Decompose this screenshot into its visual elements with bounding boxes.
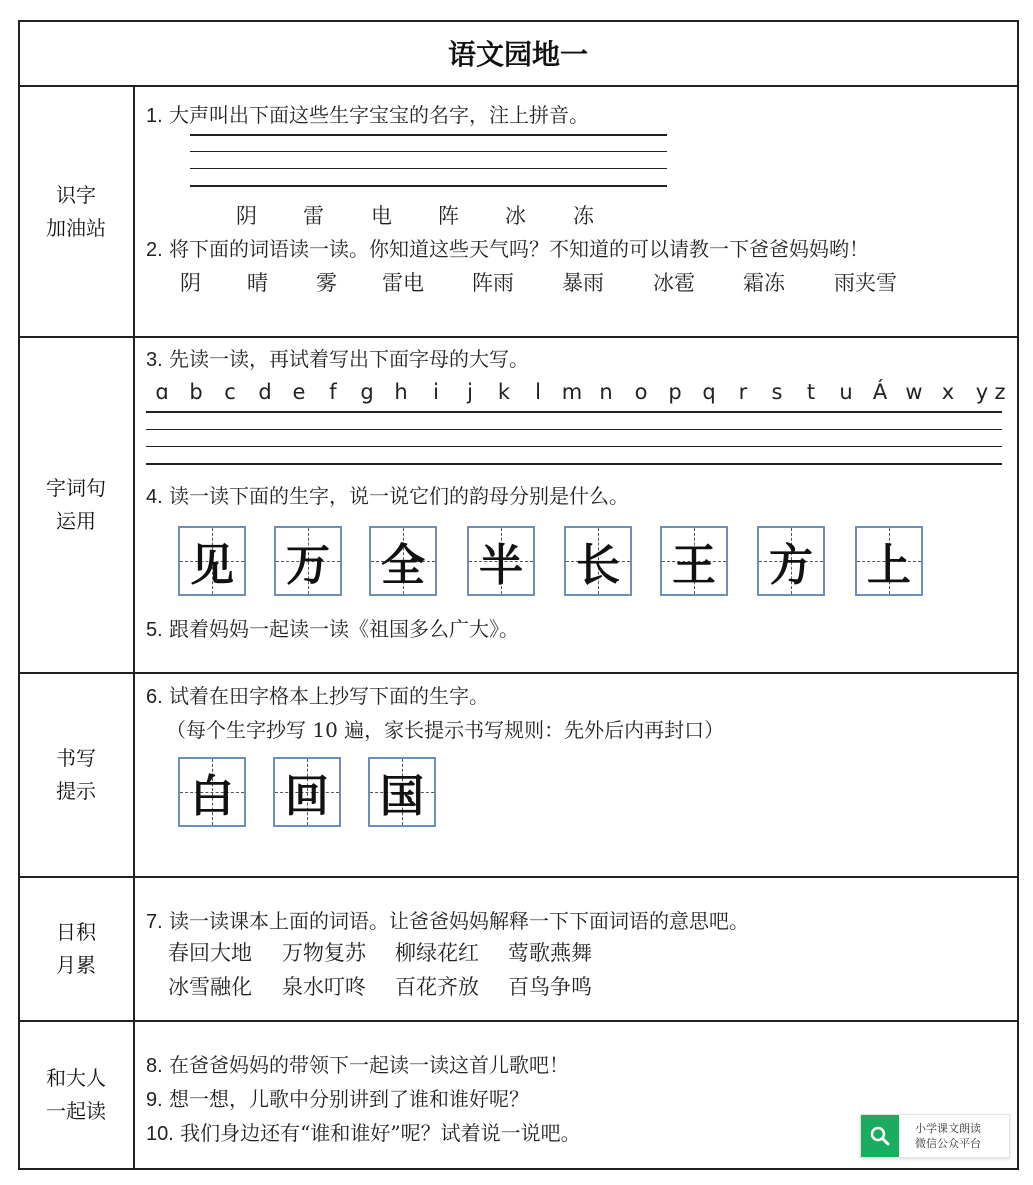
writing-line (146, 446, 1002, 447)
pinyin-line (190, 168, 667, 169)
label-line: 字词句 (46, 476, 106, 500)
tian-box (178, 757, 246, 827)
label-line: 和大人 (46, 1066, 106, 1090)
word: 冰雹 (653, 271, 695, 295)
row-divider (18, 672, 1019, 674)
q7-words-row-1 (0, 937, 1000, 963)
tian-box (369, 526, 437, 596)
tian-box (273, 757, 341, 827)
writing-line (146, 463, 1002, 465)
letter: n (599, 380, 613, 404)
word: 雷电 (382, 271, 424, 295)
grid-char: 上 (867, 540, 911, 591)
label-line: 运用 (56, 509, 96, 533)
tian-box (757, 526, 825, 596)
page-title: 语文园地一 (447, 38, 588, 71)
idiom: 泉水叮咚 (282, 975, 366, 999)
tian-box (368, 757, 436, 827)
table-border-bottom (18, 1168, 1019, 1170)
letter: c (224, 380, 236, 404)
q2-words (0, 267, 1000, 293)
word: 阵雨 (472, 271, 514, 295)
idiom: 百花齐放 (395, 975, 479, 999)
search-icon (861, 1115, 899, 1157)
idiom: 万物复苏 (282, 941, 366, 965)
grid-char: 王 (672, 540, 716, 591)
letter: i (433, 380, 439, 404)
q1-chars (0, 200, 1000, 226)
word: 暴雨 (562, 271, 604, 295)
row-divider (18, 336, 1019, 338)
tian-box (855, 526, 923, 596)
label-line: 提示 (56, 779, 96, 803)
char: 雷 (303, 204, 324, 228)
idiom: 莺歌燕舞 (508, 941, 592, 965)
question-8: 8. 在爸爸妈妈的带领下一起读一读这首儿歌吧！ (146, 1053, 570, 1077)
grid-char: 半 (479, 540, 523, 591)
letter: k (497, 380, 511, 404)
writing-line (146, 429, 1002, 430)
question-10: 10. 我们身边还有“谁和谁好”呢？试着说一说吧。 (146, 1121, 581, 1145)
idiom: 春回大地 (168, 941, 252, 965)
word: 阴 (180, 271, 201, 295)
letter: e (292, 380, 306, 404)
word: 霜冻 (743, 271, 785, 295)
tian-box (564, 526, 632, 596)
letter: y (975, 380, 989, 404)
idiom: 柳绿花红 (395, 941, 479, 965)
row-divider (18, 876, 1019, 878)
letter: u (839, 380, 853, 404)
letter: l (535, 380, 541, 404)
watermark-line: 微信公众平台 (915, 1137, 981, 1150)
q7-words-row-2 (0, 971, 1000, 997)
char: 阵 (438, 204, 459, 228)
label-line: 加油站 (46, 215, 106, 240)
question-9: 9. 想一想，儿歌中分别讲到了谁和谁好呢？ (146, 1087, 530, 1111)
row-divider (18, 1020, 1019, 1022)
letter: b (189, 380, 203, 404)
letter: o (634, 380, 648, 404)
table-border-right (1017, 20, 1019, 1170)
pinyin-line (190, 134, 667, 136)
section-label-writing-tips (18, 674, 134, 876)
tian-box (178, 526, 246, 596)
tian-box (274, 526, 342, 596)
section-label-read-together (18, 1022, 134, 1168)
grid-char: 长 (576, 540, 620, 591)
label-line: 月累 (56, 953, 96, 977)
watermark-line: 小学课文朗读 (915, 1122, 981, 1135)
idiom: 百鸟争鸣 (508, 975, 592, 999)
letter: t (806, 380, 816, 404)
letter: g (360, 380, 374, 404)
question-1: 1. 大声叫出下面这些生字宝宝的名字，注上拼音。 (146, 103, 590, 127)
label-line: 一起读 (46, 1099, 106, 1123)
pinyin-line (190, 185, 667, 187)
letter: m (561, 380, 583, 404)
letter: z (994, 380, 1006, 404)
char: 电 (371, 204, 392, 228)
question-4: 4. 读一读下面的生字，说一说它们的韵母分别是什么。 (146, 484, 630, 508)
question-2: 2. 将下面的词语读一读。你知道这些天气吗？不知道的可以请教一下爸爸妈妈哟！ (146, 237, 870, 261)
char: 阴 (236, 204, 257, 228)
tian-box (467, 526, 535, 596)
label-line: 识字 (56, 182, 96, 207)
grid-char: 全 (381, 540, 425, 591)
question-6: 6. 试着在田字格本上抄写下面的生字。 (146, 684, 490, 708)
section-label-word-usage (18, 338, 134, 672)
letter: Á (872, 380, 888, 404)
question-6-note: （每个生字抄写 10 遍，家长提示书写规则：先外后内再封口） (166, 718, 725, 742)
idiom: 冰雪融化 (168, 975, 252, 999)
label-line: 书写 (56, 746, 96, 770)
letter: j (467, 380, 473, 404)
pinyin-line (190, 151, 667, 152)
char: 冰 (505, 204, 526, 228)
grid-char: 回 (285, 771, 329, 822)
letter: d (258, 380, 272, 404)
grid-char: 见 (190, 540, 234, 591)
char: 冻 (573, 204, 594, 228)
letter: r (738, 380, 748, 404)
grid-char: 白 (190, 771, 234, 822)
grid-char: 万 (286, 540, 330, 591)
word: 雾 (316, 271, 337, 295)
letter: p (668, 380, 682, 404)
letter: w (905, 380, 923, 404)
label-line: 日积 (56, 920, 96, 944)
question-7: 7. 读一读课本上面的词语。让爸爸妈妈解释一下下面词语的意思吧。 (146, 909, 750, 933)
watermark-badge (860, 1114, 1010, 1158)
grid-char: 方 (769, 540, 813, 591)
word: 晴 (247, 271, 268, 295)
letter: q (702, 380, 716, 404)
letter: x (941, 380, 955, 404)
question-5: 5. 跟着妈妈一起读一读《祖国多么广大》。 (146, 617, 520, 641)
writing-line (146, 411, 1002, 413)
word: 雨夹雪 (834, 271, 897, 295)
tian-box (660, 526, 728, 596)
letter: h (394, 380, 408, 404)
watermark-text (899, 1121, 981, 1151)
letter: ɑ (155, 380, 169, 404)
question-3: 3. 先读一读，再试着写出下面字母的大写。 (146, 347, 530, 371)
letter: s (771, 380, 783, 404)
letter: f (329, 380, 337, 404)
grid-char: 国 (380, 771, 424, 822)
